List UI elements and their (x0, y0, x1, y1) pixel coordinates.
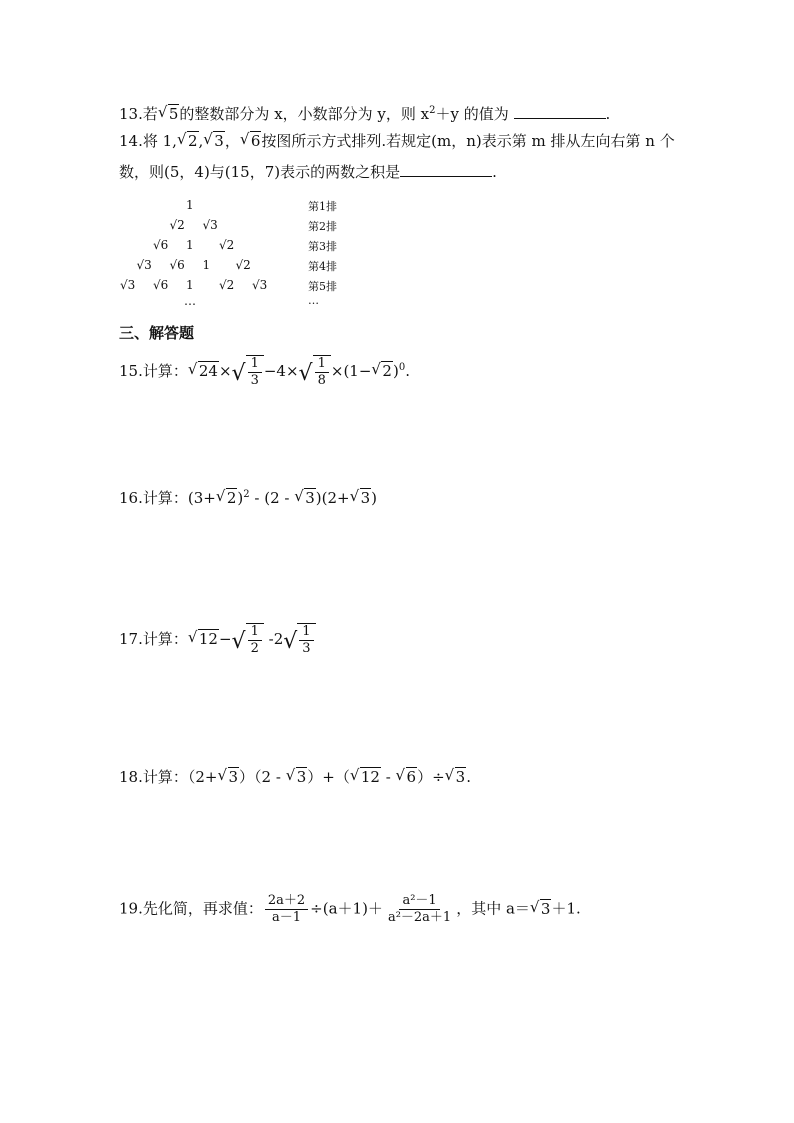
question-13: 13.若√ 5的整数部分为 x，小数部分为 y，则 $x^2+y$ 的值为 . (119, 100, 610, 125)
row-label: … (308, 294, 319, 307)
triangle-entry: √2 (219, 238, 235, 252)
fraction: $\frac{\text{a²－1}}{\text{a²－2a＋1}}$ (387, 893, 452, 925)
sqrt: √ 3 (219, 766, 240, 788)
triangle-entry: 1 (186, 198, 194, 212)
section-title: 三、解答题 (119, 324, 195, 342)
row-label: 第1排 (308, 200, 337, 213)
question-14: 14.将 1,√ 2,√ 3，√ 6按图所示方式排列.若规定(m，n)表示第 m 排从左向右第 n 个 (119, 130, 675, 152)
triangle-entry: √6 (153, 238, 169, 252)
question-18: 18.计算：（2+√ 3）（2 - √ 3）+（√ 12 - √ 6）÷√ 3. (119, 766, 471, 788)
fraction: $\frac{2a+2}{a-1}$ (265, 893, 308, 926)
triangle-entry: √3 (136, 258, 152, 272)
triangle-ellipsis: … (184, 294, 196, 308)
sqrt: √ 2 (178, 130, 199, 152)
sqrt: √ 6 (241, 130, 262, 152)
sqrt: √ 3 (295, 487, 316, 509)
triangle-entry: √2 (235, 258, 251, 272)
triangle-entry: 1 (186, 238, 194, 252)
question-17: 17.计算：√ 12− √ $\frac{1}{2}$ -2 √ $\frac{1}{3}$ (119, 623, 316, 657)
triangle-entry: √2 (169, 218, 185, 232)
answer-blank[interactable] (400, 161, 492, 177)
sqrt: √ 3 (351, 487, 372, 509)
sqrt: √ 2 (217, 487, 238, 509)
question-15: 15.计算：√ 24× √ $\frac{1}{3}$ −4× √ $\frac{1}{8}$ ×(1−√ 2)$^0$. (119, 355, 410, 389)
triangle-entry: √2 (219, 278, 235, 292)
sqrt: √ 3 (531, 898, 552, 920)
sqrt: √ 6 (397, 766, 418, 788)
sqrt: √ 3 (446, 766, 467, 788)
row-label: 第4排 (308, 260, 337, 273)
sqrt: √ 5 (159, 103, 180, 125)
sqrt: √ 3 (204, 130, 225, 152)
triangle-entry: 1 (202, 258, 211, 272)
question-19: 19.先化简，再求值： $\frac{2a+2}{a-1}$ ÷(a＋1)＋ $\frac{\text{a²－1}}{\text{a²－2a＋1}}$ ，其中 a＝√ 3＋1. (119, 893, 581, 926)
sqrt: √ 12 (189, 628, 219, 650)
triangle-entry: √3 (252, 278, 268, 292)
question-16: 16.计算：(3+√ 2)$^2$ - (2 - √ 3)(2+√ 3) (119, 484, 377, 509)
sqrt: √ 24 (189, 360, 219, 382)
row-label: 第5排 (308, 280, 337, 293)
row-label: 第3排 (308, 240, 337, 253)
row-label: 第2排 (308, 220, 337, 233)
sqrt: √ 3 (287, 766, 308, 788)
triangle-entry: √3 (120, 278, 136, 292)
triangle-entry: √3 (202, 218, 218, 232)
triangle-entry: √6 (153, 278, 169, 292)
sqrt: √ 2 (372, 360, 393, 382)
triangle-entry: 1 (186, 278, 194, 292)
question-14-line2: 数，则(5，4)与(15，7)表示的两数之积是 . (119, 163, 497, 181)
answer-blank[interactable] (514, 103, 606, 119)
sqrt: √ 12 (351, 766, 381, 788)
triangle-entry: √6 (169, 258, 185, 272)
